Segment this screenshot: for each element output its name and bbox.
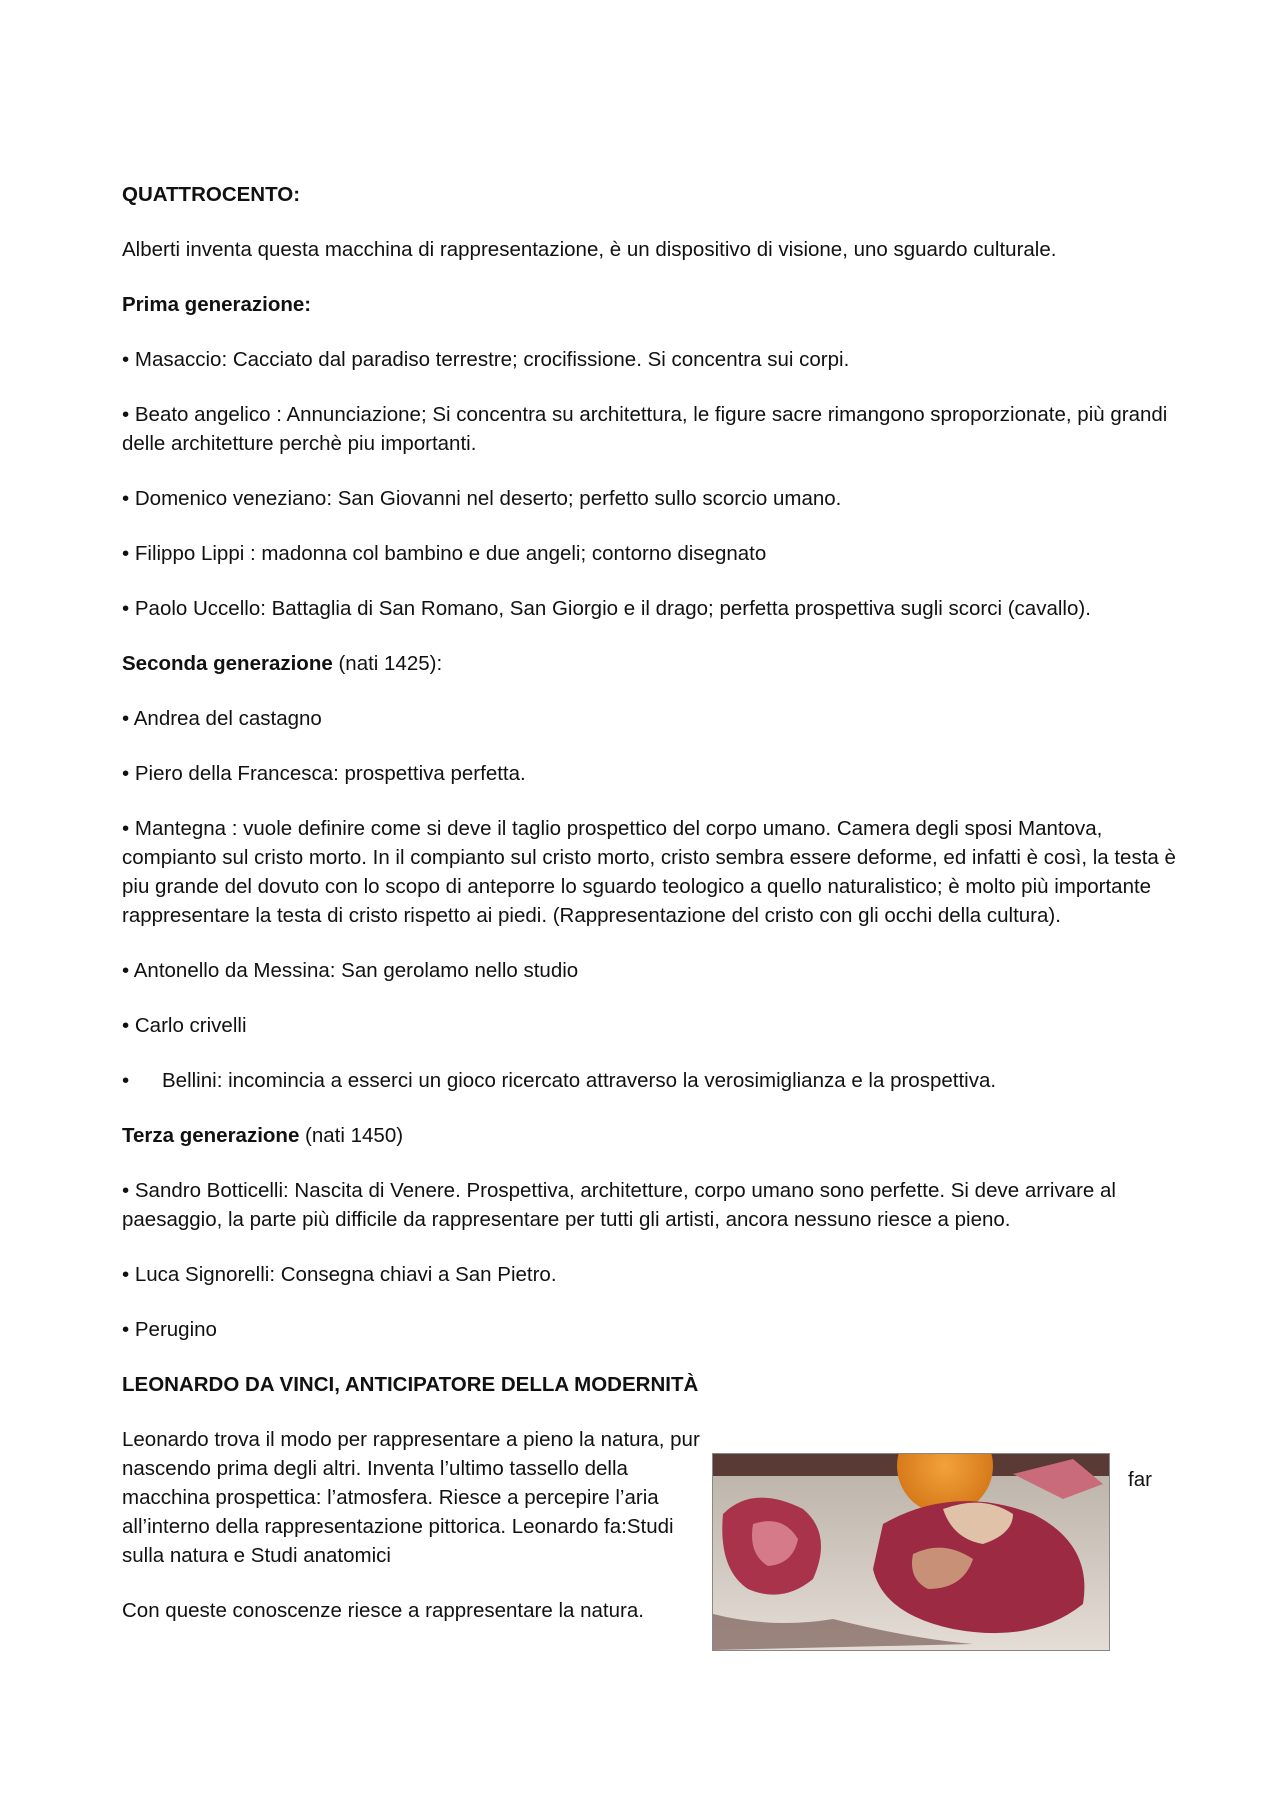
gen1-item: • Domenico veneziano: San Giovanni nel deserto; perfetto sullo scorcio umano. [122, 487, 842, 510]
gen2-item: • Andrea del castagno [122, 707, 322, 730]
leonardo-section [122, 1425, 1182, 1655]
gen2-heading [122, 649, 1182, 678]
gen2-item: • Mantegna : vuole definire come si deve il taglio prospettico del corpo umano. Camera degli sposi Mantova, compianto sul cristo morto. In il compianto sul cristo morto, cristo sembra essere deforme, ed infatti è così, la testa è piu grande del dovuto con lo scopo di anteporre lo sguardo teologico a quello naturalistico; è molto più importante rappresentare la testa di cristo rispetto ai piedi. (Rappresentazione del cristo con gli occhi della cultura). [122, 817, 1176, 927]
gen2-item: • Piero della Francesca: prospettiva perfetta. [122, 762, 526, 785]
intro-paragraph: Alberti inventa questa macchina di rappresentazione, è un dispositivo di visione, uno sguardo culturale. [122, 238, 1057, 261]
gen3-item: • Perugino [122, 1318, 217, 1341]
gen3-item: • Luca Signorelli: Consegna chiavi a San Pietro. [122, 1263, 557, 1286]
gen2-item-bellini [122, 1066, 1182, 1095]
leonardo-para1 [122, 1425, 702, 1570]
gen2-note: (nati 1425): [332, 652, 443, 675]
gen2-title: Seconda generazione [122, 652, 333, 675]
leonardo-para1-a: Leonardo trova il modo per rappresentare a pieno la natura, pur nascendo prima degli altri. Inventa l’ultimo tassello della macchina prospettica: l’atmosfera. Riesce a [122, 1428, 700, 1509]
document-page [122, 180, 1182, 1655]
gen1-item: • Paolo Uccello: Battaglia di San Romano, San Giorgio e il drago; perfetta prospettiva sugli scorci (cavallo). [122, 597, 1091, 620]
gen1-item: • Masaccio: Cacciato dal paradiso terrestre; crocifissione. Si concentra sui corpi. [122, 348, 850, 371]
bullet-dot: • [122, 1069, 130, 1092]
gen3-note: (nati 1450) [299, 1124, 404, 1147]
gen2-item: • Carlo crivelli [122, 1014, 247, 1037]
gen3-title: Terza generazione [122, 1124, 300, 1147]
fresco-image [712, 1453, 1110, 1651]
gen3-heading [122, 1121, 1182, 1150]
fresco-illustration [713, 1454, 1109, 1650]
leonardo-para1-b: percepire l’aria all’interno della rappresentazione pittorica. Leonardo fa:Studi sulla natura e Studi anatomici [122, 1486, 674, 1567]
bellini-text: Bellini: incomincia a esserci un gioco ricercato attraverso la verosimiglianza e la prospettiva. [162, 1069, 997, 1092]
leonardo-text [122, 1425, 702, 1651]
gen2-item: • Antonello da Messina: San gerolamo nello studio [122, 959, 579, 982]
gen3-item: • Sandro Botticelli: Nascita di Venere. Prospettiva, architetture, corpo umano sono perfette. Si deve arrivare al paesaggio, la parte più difficile da rappresentare per tutti gli artisti, ancora nessuno riesce a pieno. [122, 1179, 1116, 1231]
leonardo-para2: Con queste conoscenze riesce a rappresentare la natura. [122, 1599, 644, 1622]
leonardo-far-word: far [1128, 1468, 1152, 1491]
gen1-title: Prima generazione: [122, 293, 312, 316]
gen1-item: • Filippo Lippi : madonna col bambino e due angeli; contorno disegnato [122, 542, 767, 565]
leonardo-title: LEONARDO DA VINCI, ANTICIPATORE DELLA MODERNITÀ [122, 1373, 699, 1396]
gen1-item: • Beato angelico : Annunciazione; Si concentra su architettura, le figure sacre rimangono sproporzionate, più grandi delle architetture perchè piu importanti. [122, 403, 1168, 455]
main-heading: QUATTROCENTO: [122, 183, 301, 206]
